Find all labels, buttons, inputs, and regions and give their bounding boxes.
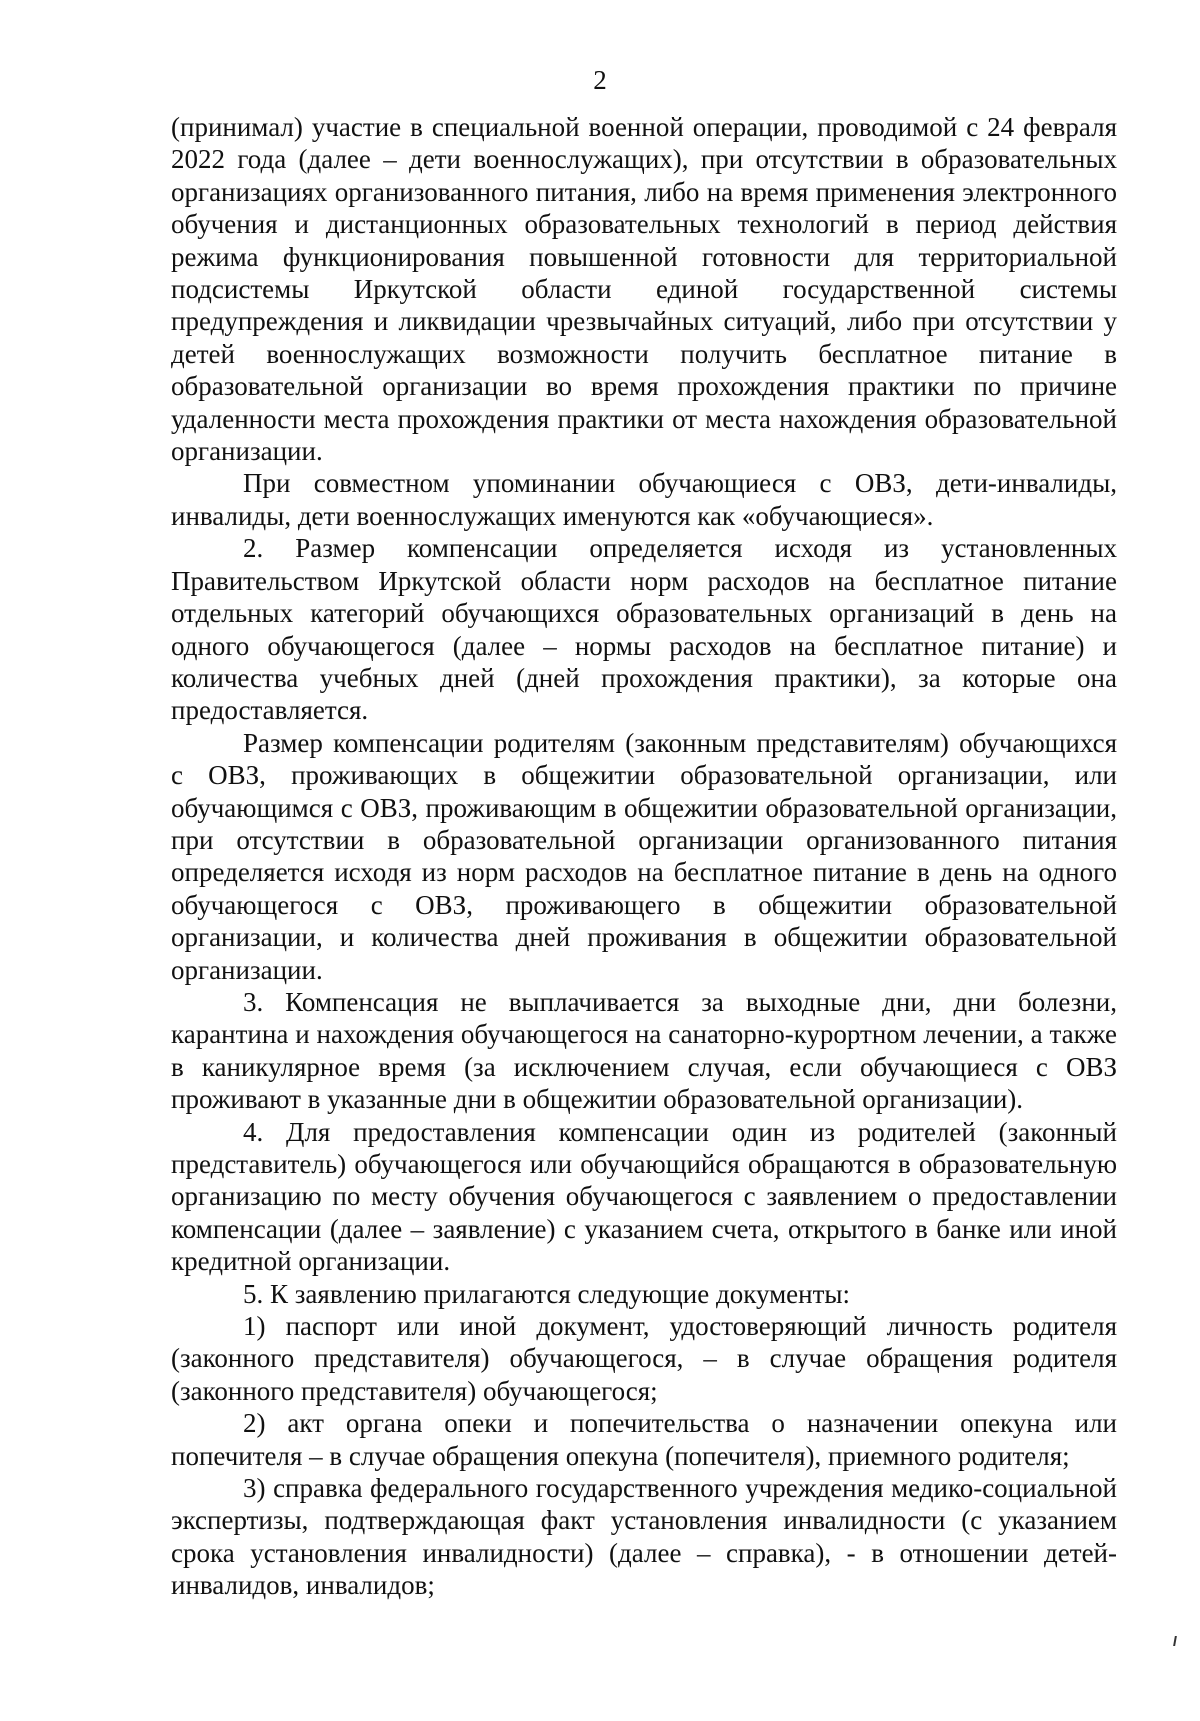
paragraph-joint-mention: При совместном упоминании обучающиеся с ОВЗ, дети-инвалиды, инвалиды, дети военнослужащих именуются как «обучающиеся». (171, 468, 1117, 531)
paragraph-compensation-size: Размер компенсации родителям (законным представителям) обучающихся с ОВЗ, проживающих в общежитии образовательной организации, или обучающимся с ОВЗ, проживающим в общежитии образовательной организации, при отсутствии в образовательной организации организованного питания определяется исходя из норм расходов на бесплатное питание в день на одного обучающегося с ОВЗ, проживающего в общежитии образовательной организации, и количества дней проживания в общежитии образовательной организации. (171, 727, 1117, 985)
paragraph-item-5: 5. К заявлению прилагаются следующие документы: (243, 1278, 851, 1309)
page-number: 2 (593, 65, 607, 95)
document-body (171, 111, 1117, 1602)
paragraph-subitem-1: 1) паспорт или иной документ, удостоверяющий личность родителя (законного представителя) обучающегося, – в случае обращения родителя (законного представителя) обучающегося; (171, 1311, 1117, 1406)
paragraph-subitem-3: 3) справка федерального государственного учреждения медико-социальной экспертизы, подтверждающая факт установления инвалидности (с указанием срока установления инвалидности) (далее – справка), - в отношении детей-инвалидов, инвалидов; (171, 1473, 1117, 1601)
paragraph-item-3: 3. Компенсация не выплачивается за выходные дни, дни болезни, карантина и нахождения обучающегося на санаторно-курортном лечении, а также в каникулярное время (за исключением случая, если обучающиеся с ОВЗ проживают в указанные дни в общежитии образовательной организации). (171, 986, 1117, 1115)
paragraph-continuation: (принимал) участие в специальной военной операции, проводимой с 24 февраля 2022 года (далее – дети военнослужащих), при отсутствии в образовательных организациях организованного питания, либо на время применения электронного обучения и дистанционных образовательных технологий в период действия режима функционирования повышенной готовности для территориальной подсистемы Иркутской области единой государственной системы предупреждения и ликвидации чрезвычайных ситуаций, либо при отсутствии у детей военнослужащих возможности получить бесплатное питание в образовательной организации во время прохождения практики по причине удаленности места прохождения практики от места нахождения образовательной организации. (171, 112, 1117, 467)
paragraph-item-4: 4. Для предоставления компенсации один из родителей (законный представитель) обучающегося или обучающийся обращаются в образовательную организацию по месту обучения обучающегося с заявлением о предоставлении компенсации (далее – заявление) с указанием счета, открытого в банке или иной кредитной организации. (171, 1116, 1117, 1277)
paragraph-subitem-2: 2) акт органа опеки и попечительства о назначении опекуна или попечителя – в случае обращения опекуна (попечителя), приемного родителя; (171, 1408, 1117, 1471)
scan-edge-mark (1173, 1636, 1183, 1646)
paragraph-item-2: 2. Размер компенсации определяется исходя из установленных Правительством Иркутской области норм расходов на бесплатное питание отдельных категорий обучающихся образовательных организаций в день на одного обучающегося (далее – нормы расходов на бесплатное питание) и количества учебных дней (дней прохождения практики), за которые она предоставляется. (171, 533, 1117, 726)
